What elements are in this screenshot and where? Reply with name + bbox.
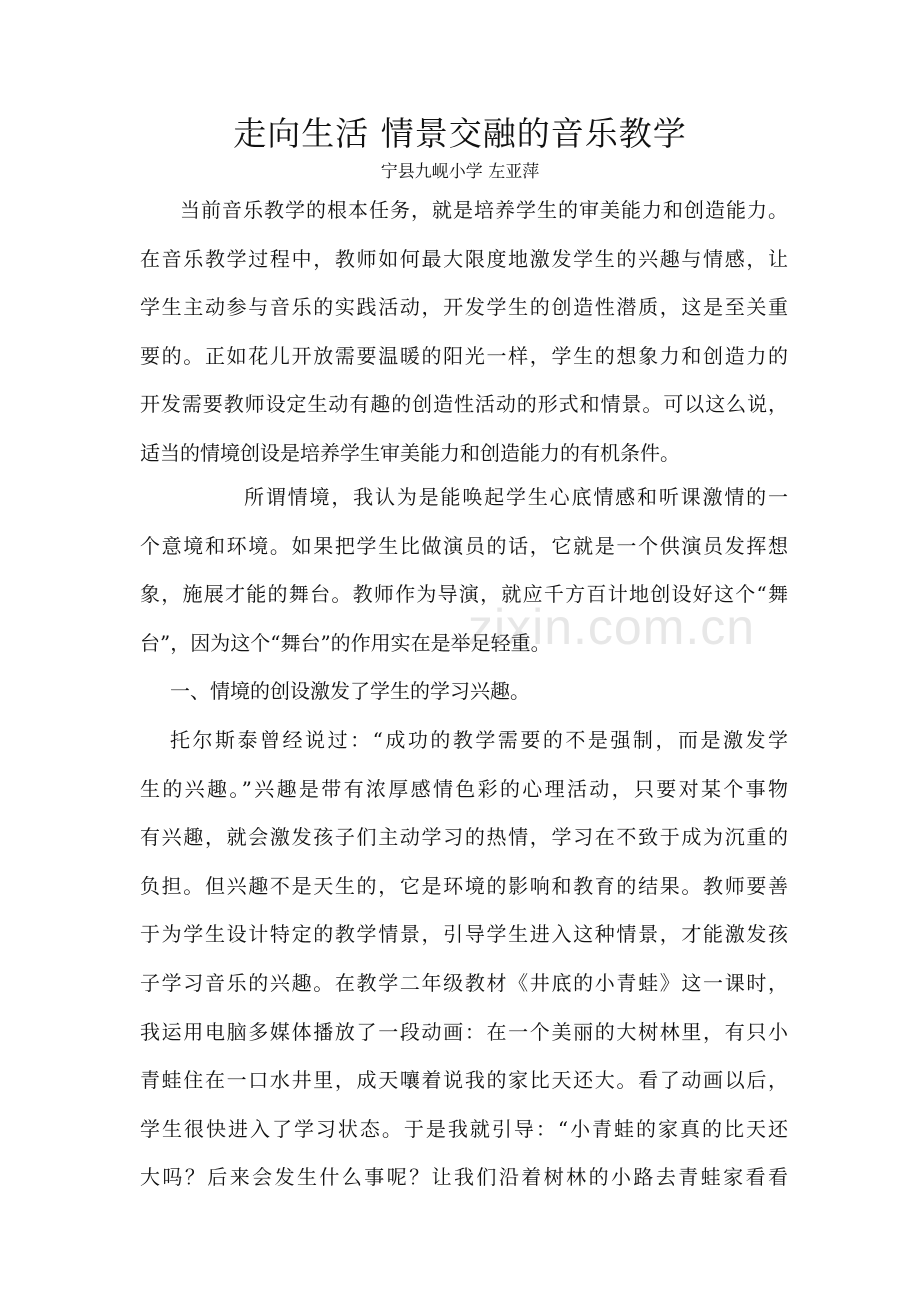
paragraph-line: 象，施展才能的舞台。教师作为导演，就应千方百计地创设好这个“舞 <box>140 582 788 607</box>
paragraph-2 <box>140 473 788 667</box>
paragraph-line: 所谓情境，我认为是能唤起学生心底情感和听课激情的一 <box>244 485 788 509</box>
paragraph-line: 托尔斯泰曾经说过：“成功的教学需要的不是强制，而是激发学 <box>170 728 788 752</box>
paragraph-line: 我运用电脑多媒体播放了一段动画：在一个美丽的大树林里，有只小 <box>140 1019 788 1044</box>
paragraph-line: 适当的情境创设是培养学生审美能力和创造能力的有机条件。 <box>140 440 680 465</box>
paragraph-line: 台”，因为这个“舞台”的作用实在是举足轻重。 <box>140 630 551 655</box>
paragraph-line: 个意境和环境。如果把学生比做演员的话，它就是一个供演员发挥想 <box>140 533 788 558</box>
paragraph-line: 生的兴趣。”兴趣是带有浓厚感情色彩的心理活动，只要对某个事物 <box>140 776 788 801</box>
document-byline: 宁县九岘小学 左亚萍 <box>380 162 540 182</box>
paragraph-line: 学生主动参与音乐的实践活动，开发学生的创造性潜质，这是至关重 <box>140 295 788 320</box>
paragraph-line: 当前音乐教学的根本任务，就是培养学生的审美能力和创造能力。 <box>180 198 788 222</box>
paragraph-line: 大吗？后来会发生什么事呢？让我们沿着树林的小路去青蛙家看看 <box>140 1165 788 1190</box>
paragraph-3 <box>140 716 788 1202</box>
paragraph-line: 在音乐教学过程中，教师如何最大限度地激发学生的兴趣与情感，让 <box>140 246 788 271</box>
paragraph-line: 子学习音乐的兴趣。在教学二年级教材《井底的小青蛙》这一课时， <box>140 970 788 995</box>
paragraph-line: 负担。但兴趣不是天生的，它是环境的影响和教育的结果。教师要善 <box>140 873 788 898</box>
paragraph-line: 开发需要教师设定生动有趣的创造性活动的形式和情景。可以这么说， <box>140 392 788 417</box>
paragraph-line: 学生很快进入了学习状态。于是我就引导：“小青蛙的家真的比天还 <box>140 1116 788 1141</box>
section-heading-text: 一、情境的创设激发了学生的学习兴趣。 <box>170 679 530 703</box>
paragraph-line: 于为学生设计特定的教学情景，引导学生进入这种情景，才能激发孩 <box>140 922 788 947</box>
paragraph-line: 青蛙住在一口水井里，成天嚷着说我的家比天还大。看了动画以后， <box>140 1068 788 1093</box>
watermark: zixin.com.cn <box>468 599 756 655</box>
paragraph-line: 要的。正如花儿开放需要温暖的阳光一样，学生的想象力和创造力的 <box>140 343 788 368</box>
document-title: 走向生活 情景交融的音乐教学 <box>233 114 687 153</box>
paragraph-1 <box>140 186 788 478</box>
paragraph-line: 有兴趣，就会激发孩子们主动学习的热情，学习在不致于成为沉重的 <box>140 825 788 850</box>
section-heading <box>140 667 788 716</box>
